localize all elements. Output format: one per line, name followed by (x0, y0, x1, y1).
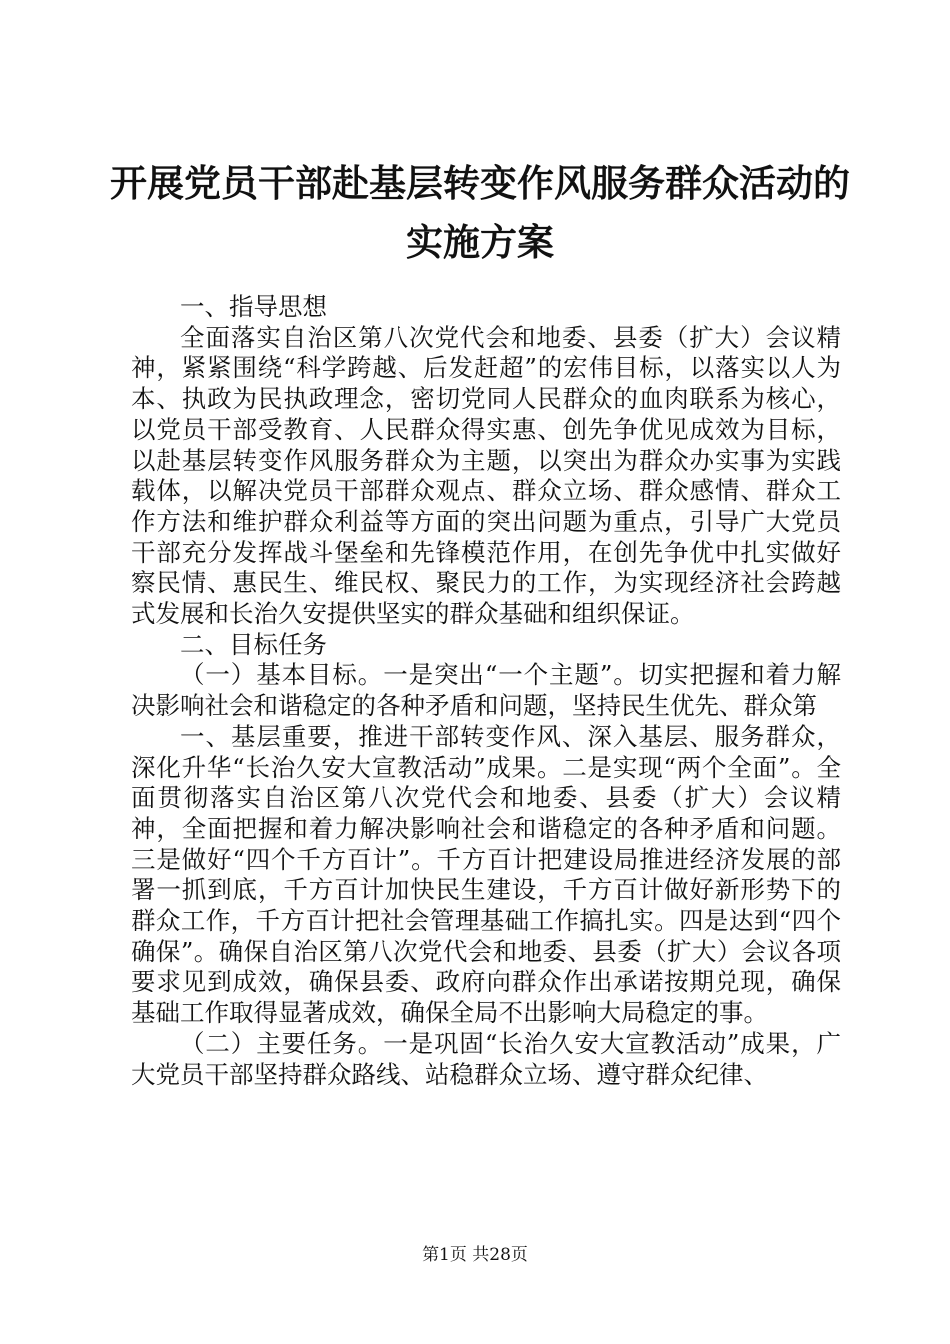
section-heading-guiding-ideology: 一、指导思想 (180, 292, 327, 321)
document-body (131, 292, 841, 1090)
document-title-line-1: 开展党员干部赴基层转变作风服务群众活动的 (110, 161, 850, 205)
page-number-footer: 第1页 共28页 (422, 1245, 528, 1265)
section-heading-goals-tasks: 二、目标任务 (180, 629, 327, 659)
paragraph-guiding-ideology: 全面落实自治区第八次党代会和地委、县委（扩大）会议精神，紧紧围绕“科学跨越、后发赶超”的宏伟目标，以落实以人为本、执政为民执政理念，密切党同人民群众的血肉联系为核心，以党员干部受教育、人民群众得实惠、创先争优见成效为目标，以赴基层转变作风服务群众为主题，以突出为群众办实事为实践载体，以解决党员干部群众观点、群众立场、群众感情、群众工作方法和维护群众利益等方面的突出问题为重点，引导广大党员干部充分发挥战斗堡垒和先锋模范作用，在创先争优中扎实做好察民情、惠民生、维民权、聚民力的工作，为实现经济社会跨越式发展和长治久安提供坚实的群众基础和组织保证。 (131, 322, 841, 629)
document-title-line-2: 实施方案 (406, 220, 554, 264)
paragraph-basic-goals-continued: 一、基层重要，推进干部转变作风、深入基层、服务群众，深化升华“长治久安大宣教活动”成果。二是实现“两个全面”。全面贯彻落实自治区第八次党代会和地委、县委（扩大）会议精神，全面把握和着力解决影响社会和谐稳定的各种矛盾和问题。三是做好“四个千方百计”。千方百计把建设局推进经济发展的部署一抓到底，千方百计加快民生建设，千方百计做好新形势下的群众工作，千方百计把社会管理基础工作搞扎实。四是达到“四个确保”。确保自治区第八次党代会和地委、县委（扩大）会议各项要求见到成效，确保县委、政府向群众作出承诺按期兑现，确保基础工作取得显著成效，确保全局不出影响大局稳定的事。 (131, 721, 841, 1028)
paragraph-main-tasks: （二）主要任务。一是巩固“长治久安大宣教活动”成果，广大党员干部坚持群众路线、站稳群众立场、遵守群众纪律、 (131, 1028, 841, 1089)
paragraph-basic-goals: （一）基本目标。一是突出“一个主题”。切实把握和着力解决影响社会和谐稳定的各种矛盾和问题，坚持民生优先、群众第 (131, 660, 841, 721)
